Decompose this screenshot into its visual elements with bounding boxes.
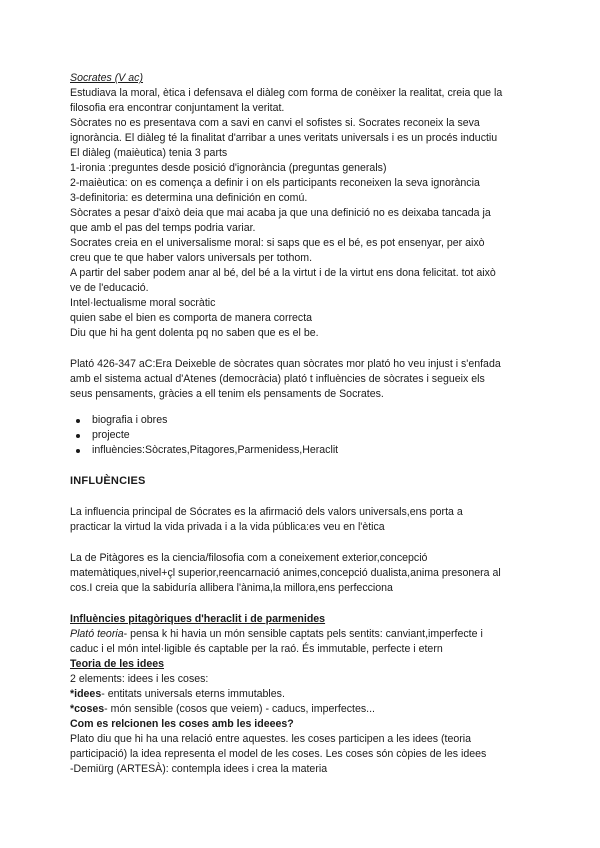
list-item: biografia i obres [70, 413, 540, 428]
ideas-heading: Teoria de les idees [70, 658, 165, 670]
pitagoric-heading: Influències pitagòriques d'heraclit i de parmenides [70, 613, 326, 625]
text-line: -Demiürg (ARTESÀ): contempla idees i crea la materia [70, 763, 328, 775]
text-line: La de Pitàgores es la ciencia/filosofia com a coneixement exterior,concepció [70, 552, 428, 564]
coses-line [70, 702, 540, 717]
coses-text: - món sensible (cosos que veiem) - caducs, imperfectes... [104, 703, 376, 715]
text-line: El diàleg (maièutica) tenia 3 parts [70, 147, 228, 159]
influences-heading: INFLUÈNCIES [70, 475, 146, 487]
text-line: cos.I creia que la sabiduría allibera l'ànima,la millora,ens perfecciona [70, 582, 393, 594]
list-item: projecte [70, 428, 540, 443]
text-line: La influencia principal de Sócrates es la afirmació dels valors universals,ens porta a [70, 506, 463, 518]
document-page [70, 71, 540, 777]
text-line: que amb el pas del temps podria variar. [70, 222, 256, 234]
text-line: matemàtiques,nivel+çl superior,reencarnació animes,concepció dualista,anima presonera al [70, 567, 501, 579]
text-line: practicar la virtud la vida privada i a la vida pública:es veu en l'ètica [70, 521, 385, 533]
list-item: influències:Sòcrates,Pitagores,Parmenidess,Heraclit [70, 443, 540, 458]
ideas-intro: 2 elements: idees i les coses: [70, 673, 209, 685]
text-line: Diu que hi ha gent dolenta pq no saben que es el be. [70, 327, 319, 339]
plato-theory-line [70, 627, 540, 642]
text-line: ve de l'educació. [70, 282, 149, 294]
text-line: Plató 426-347 aC:Era Deixeble de sòcrates quan sòcrates mor plató ho veu injust i s'enfada [70, 358, 501, 370]
bullet-list [70, 413, 540, 458]
text-line: creu que te que haber valors universals per tothom. [70, 252, 313, 264]
text-line: seus pensaments, gràcies a ell tenim els pensaments de Socrates. [70, 388, 384, 400]
text-line: filosofia era encontrar conjuntament la veritat. [70, 102, 285, 114]
text-line: Intel·lectualisme moral socràtic [70, 297, 216, 309]
text-line: quien sabe el bien es comporta de manera correcta [70, 312, 313, 324]
ideas-line [70, 687, 540, 702]
socrates-title: Socrates (V ac) [70, 72, 144, 84]
plato-theory-label: Plató teoria [70, 628, 124, 640]
text-line: Sòcrates no es presentava com a savi en canvi el sofistes si. Socrates reconeix la seva [70, 117, 480, 129]
ideas-text: - entitats universals eterns immutables. [101, 688, 285, 700]
text-line: 1-ironia :preguntes desde posició d'ignorància (preguntas generals) [70, 162, 387, 174]
text-line: A partir del saber podem anar al bé, del bé a la virtut i de la virtut ens dona felicitat. tot això [70, 267, 496, 279]
ideas-label: *idees [70, 688, 102, 700]
text-line: 3-definitoria: es determina una definición en comú. [70, 192, 308, 204]
text-line: ignorància. El diàleg té la finalitat d'arribar a unes veritats universals i es un procés inductiu [70, 132, 498, 144]
text-line: Plato diu que hi ha una relació entre aquestes. les coses participen a les idees (teoria [70, 733, 472, 745]
text-line: 2-maièutica: on es comença a definir i on els participants reconeixen la seva ignorància [70, 177, 480, 189]
plato-section [70, 357, 540, 402]
relation-heading: Com es relcionen les coses amb les ideees? [70, 718, 294, 730]
text-line: participació) la idea representa el model de les coses. Les coses són còpies de les idees [70, 748, 487, 760]
influence-socrates [70, 505, 540, 535]
text-line: Socrates creia en el universalisme moral: si saps que es el bé, es pot ensenyar, per això [70, 237, 485, 249]
socrates-section [70, 86, 540, 341]
influence-pitagores [70, 551, 540, 596]
text-line: Estudiava la moral, ètica i defensava el diàleg com forma de conèixer la realitat, creia que la [70, 87, 503, 99]
coses-label: *coses [70, 703, 105, 715]
text-line: Sòcrates a pesar d'això deia que mai acaba ja que una definició no es deixaba tancada ja [70, 207, 491, 219]
text-line: caduc i el món intel·ligible és captable per la raó. És immutable, perfecte i etern [70, 643, 443, 655]
plato-theory-text: - pensa k hi havia un món sensible captats pels sentits: canviant,imperfecte i [123, 628, 483, 640]
text-line: amb el sistema actual d'Atenes (democràcia) plató t influències de sòcrates i segueix els [70, 373, 485, 385]
